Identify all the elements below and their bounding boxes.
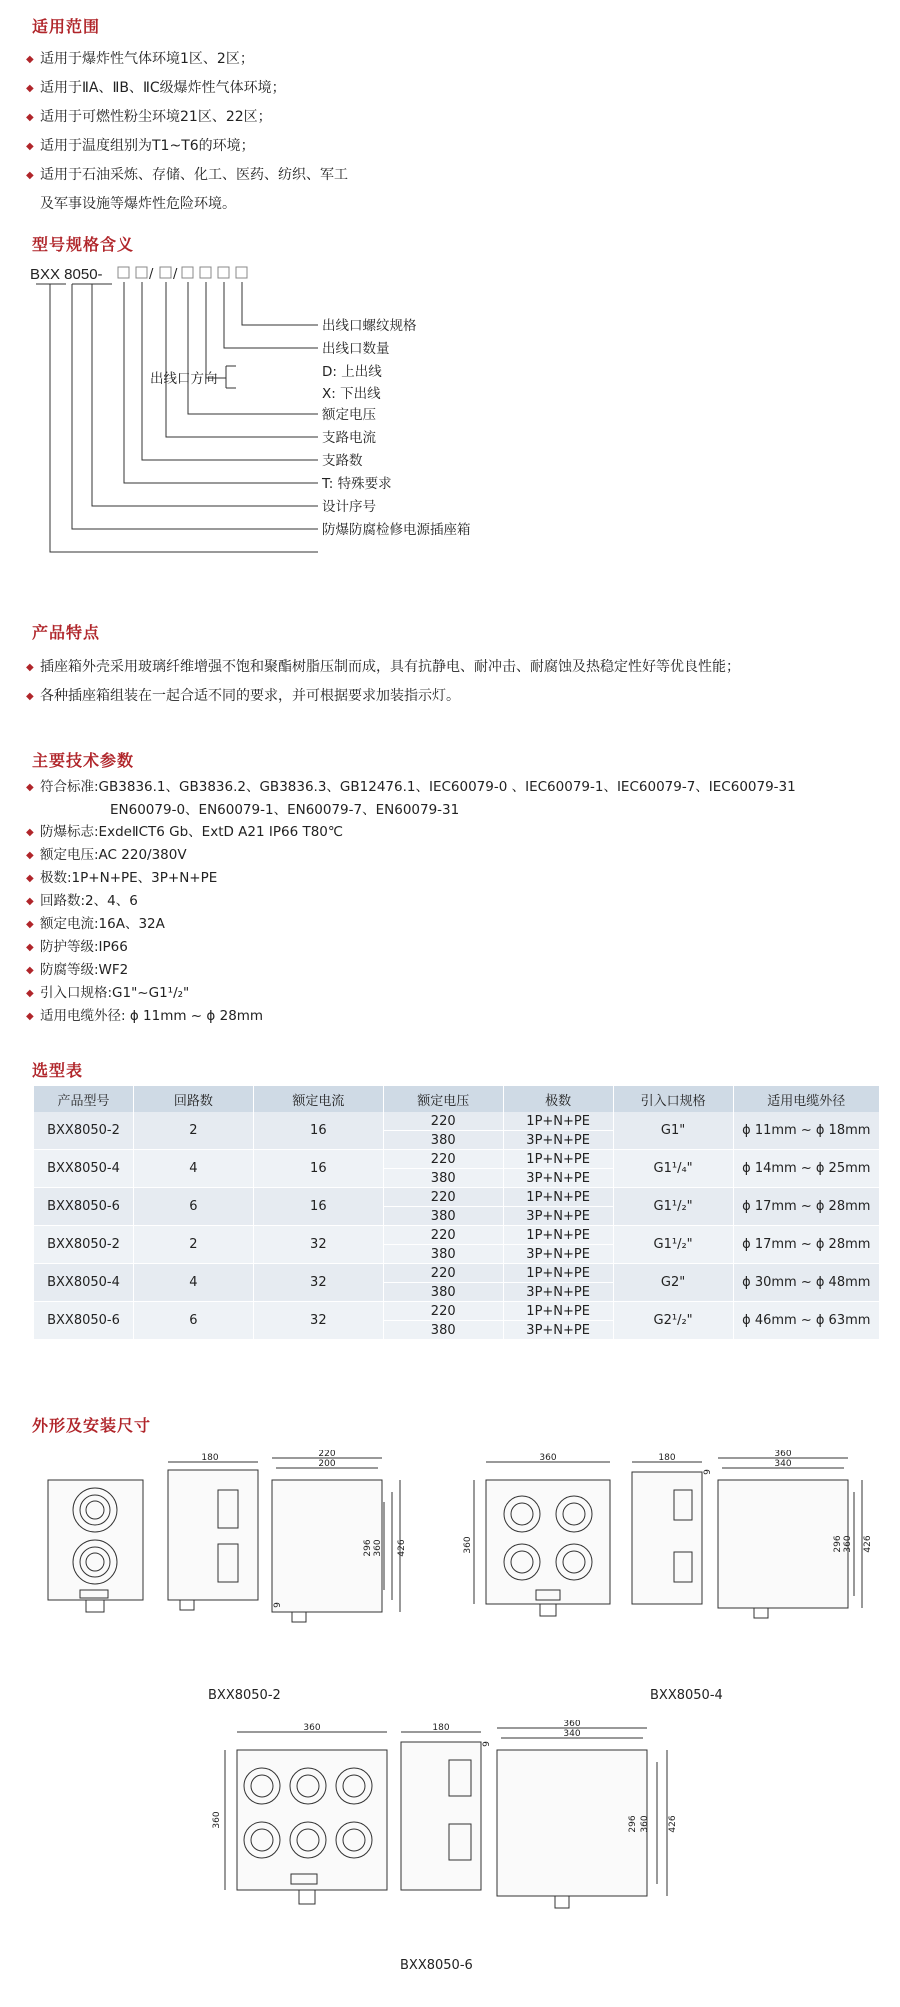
dim-front-width: 360 [303,1723,321,1733]
scope-item: ◆ 适用于ⅡA、ⅡB、ⅡC级爆炸性气体环境； [26,74,348,103]
scope-title: 适用范围 [32,17,101,36]
cell-voltage: 220 [383,1264,503,1283]
cell-current: 32 [253,1226,383,1264]
cell-circuits: 4 [133,1264,253,1302]
params-list [26,776,796,1028]
drawing-label: BXX8050-2 [208,1688,281,1703]
dim-inner-width: 200 [318,1459,336,1469]
scope-item-continuation: 及军事设施等爆炸性危险环境。 [40,196,236,212]
param-corrosion: ◆ 防腐等级:WF2 [26,959,796,982]
col-header: 极数 [503,1086,613,1112]
cell-circuits: 2 [133,1226,253,1264]
cell-poles: 3P+N+PE [503,1131,613,1150]
selection-table-wrap [33,1086,879,1340]
dim-h1: 296 [628,1815,638,1833]
cell-voltage: 380 [383,1245,503,1264]
cell-poles: 1P+N+PE [503,1302,613,1321]
scope-item: ◆ 适用于石油采炼、存储、化工、医药、纺织、军工 [26,161,348,190]
col-header: 产品型号 [34,1086,134,1112]
model-title: 型号规格含义 [32,235,135,254]
model-label: 设计序号 [322,499,376,515]
dim-inner-width: 340 [563,1729,581,1739]
cell-circuits: 2 [133,1112,253,1150]
table-row [34,1264,880,1283]
dim-foot: 9 [482,1741,492,1747]
model-label: 出线口螺纹规格 [322,318,417,334]
model-label: X: 下出线 [322,386,381,402]
cell-voltage: 220 [383,1112,503,1131]
dim-front-height: 360 [212,1811,222,1829]
code-box [200,267,211,278]
cell-voltage: 380 [383,1207,503,1226]
cell-voltage: 220 [383,1226,503,1245]
cell-cable: ϕ 14mm ~ ϕ 25mm [733,1150,879,1188]
param-cable: ◆ 适用电缆外径: ϕ 11mm ~ ϕ 28mm [26,1005,796,1028]
cell-voltage: 220 [383,1150,503,1169]
dim-top-width: 360 [774,1450,792,1459]
code-box [160,267,171,278]
params-title: 主要技术参数 [32,751,135,770]
cell-entry: G1¹/₂" [613,1226,733,1264]
table-row [34,1150,880,1169]
cell-current: 32 [253,1302,383,1340]
drawing-bxx8050-6 [205,1720,685,1960]
dim-foot: 9 [703,1469,713,1475]
table-row [34,1188,880,1207]
model-label: 额定电压 [322,407,376,423]
col-header: 引入口规格 [613,1086,733,1112]
cell-cable: ϕ 30mm ~ ϕ 48mm [733,1264,879,1302]
dim-front-width: 360 [539,1453,557,1463]
drawing-label: BXX8050-4 [650,1688,723,1703]
table-row [34,1112,880,1131]
dim-h3: 426 [863,1535,873,1553]
code-slash: / [173,267,178,282]
param-ex-mark: ◆ 防爆标志:ExdeⅡCT6 Gb、ExtD A21 IP66 T80℃ [26,821,796,844]
cell-current: 16 [253,1150,383,1188]
code-box [236,267,247,278]
param-voltage: ◆ 额定电压:AC 220/380V [26,844,796,867]
dim-h3: 426 [668,1815,678,1833]
cell-model: BXX8050-6 [34,1188,134,1226]
cell-poles: 1P+N+PE [503,1150,613,1169]
selection-table [33,1086,879,1340]
cell-circuits: 4 [133,1150,253,1188]
cell-circuits: 6 [133,1188,253,1226]
model-label: 支路电流 [322,430,376,446]
cell-model: BXX8050-4 [34,1264,134,1302]
cell-entry: G1¹/₄" [613,1150,733,1188]
cell-entry: G2¹/₂" [613,1302,733,1340]
cell-model: BXX8050-2 [34,1226,134,1264]
cell-model: BXX8050-2 [34,1112,134,1150]
dimensions-title: 外形及安装尺寸 [32,1416,152,1435]
model-label: T: 特殊要求 [322,476,392,492]
scope-item: ◆ 适用于可燃性粉尘环境21区、22区； [26,103,348,132]
col-header: 回路数 [133,1086,253,1112]
cell-cable: ϕ 17mm ~ ϕ 28mm [733,1226,879,1264]
dim-top-width: 360 [563,1720,581,1729]
dim-h1: 296 [363,1539,373,1557]
scope-list [26,45,348,219]
cell-voltage: 380 [383,1169,503,1188]
drawing-label: BXX8050-6 [400,1958,473,1973]
dim-foot: 9 [273,1602,283,1608]
features-title: 产品特点 [32,623,101,642]
scope-item: ◆ 适用于爆炸性气体环境1区、2区； [26,45,348,74]
table-row [34,1302,880,1321]
cell-entry: G2" [613,1264,733,1302]
model-label: 支路数 [322,453,363,469]
cell-poles: 3P+N+PE [503,1245,613,1264]
cell-poles: 1P+N+PE [503,1226,613,1245]
dim-h2: 360 [640,1815,650,1833]
cell-cable: ϕ 46mm ~ ϕ 63mm [733,1302,879,1340]
cell-voltage: 380 [383,1321,503,1340]
code-slash: / [149,267,154,282]
cell-poles: 1P+N+PE [503,1264,613,1283]
cell-entry: G1" [613,1112,733,1150]
cell-voltage: 380 [383,1131,503,1150]
cell-poles: 3P+N+PE [503,1321,613,1340]
direction-label: 出线口方向 [150,371,218,387]
cell-current: 16 [253,1112,383,1150]
code-box [218,267,229,278]
cell-entry: G1¹/₂" [613,1188,733,1226]
cell-voltage: 220 [383,1302,503,1321]
table-row [34,1226,880,1245]
cell-cable: ϕ 17mm ~ ϕ 28mm [733,1188,879,1226]
dim-h2: 360 [843,1535,853,1553]
dim-side-width: 180 [432,1723,450,1733]
cell-poles: 3P+N+PE [503,1283,613,1302]
drawing-bxx8050-4 [462,1450,882,1670]
param-protection: ◆ 防护等级:IP66 [26,936,796,959]
scope-item: ◆ 适用于温度组别为T1~T6的环境； [26,132,348,161]
cell-circuits: 6 [133,1302,253,1340]
dim-h3: 426 [397,1539,407,1557]
drawing-bxx8050-2 [40,1450,440,1700]
model-label: D: 上出线 [322,364,382,380]
cell-current: 16 [253,1188,383,1226]
selection-title: 选型表 [32,1061,84,1080]
dim-front-height: 360 [463,1536,473,1554]
param-entry: ◆ 引入口规格:G1"~G1¹/₂" [26,982,796,1005]
features-list [26,653,740,711]
dim-h1: 296 [833,1535,843,1553]
col-header: 适用电缆外径 [733,1086,879,1112]
cell-voltage: 380 [383,1283,503,1302]
model-code-prefix: BXX 8050- [30,266,103,283]
code-box [136,267,147,278]
code-box [182,267,193,278]
model-label: 防爆防腐检修电源插座箱 [322,522,471,538]
param-standards: ◆ 符合标准:GB3836.1、GB3836.2、GB3836.3、GB12476.1、IEC60079-0 、IEC60079-1、IEC60079-7、IEC60079-31 [26,776,796,799]
dim-side-width: 180 [201,1453,219,1463]
cell-poles: 3P+N+PE [503,1207,613,1226]
cell-model: BXX8050-4 [34,1150,134,1188]
param-poles: ◆ 极数:1P+N+PE、3P+N+PE [26,867,796,890]
dim-top-width: 220 [318,1450,336,1459]
model-code-diagram [0,255,520,555]
cell-model: BXX8050-6 [34,1302,134,1340]
model-label: 出线口数量 [322,341,390,357]
cell-voltage: 220 [383,1188,503,1207]
col-header: 额定电压 [383,1086,503,1112]
dim-inner-width: 340 [774,1459,792,1469]
cell-poles: 3P+N+PE [503,1169,613,1188]
param-circuits: ◆ 回路数:2、4、6 [26,890,796,913]
feature-item: ◆ 插座箱外壳采用玻璃纤维增强不饱和聚酯树脂压制而成，具有抗静电、耐冲击、耐腐蚀及热稳定性好等优良性能； [26,653,740,682]
param-current: ◆ 额定电流:16A、32A [26,913,796,936]
col-header: 额定电流 [253,1086,383,1112]
cell-poles: 1P+N+PE [503,1188,613,1207]
cell-poles: 1P+N+PE [503,1112,613,1131]
feature-item: ◆ 各种插座箱组装在一起合适不同的要求，并可根据要求加装指示灯。 [26,682,740,711]
param-standards-continuation: EN60079-0、EN60079-1、EN60079-7、EN60079-31 [110,802,460,818]
dim-h2: 360 [373,1539,383,1557]
cell-cable: ϕ 11mm ~ ϕ 18mm [733,1112,879,1150]
code-box [118,267,129,278]
cell-current: 32 [253,1264,383,1302]
dim-side-width: 180 [658,1453,676,1463]
